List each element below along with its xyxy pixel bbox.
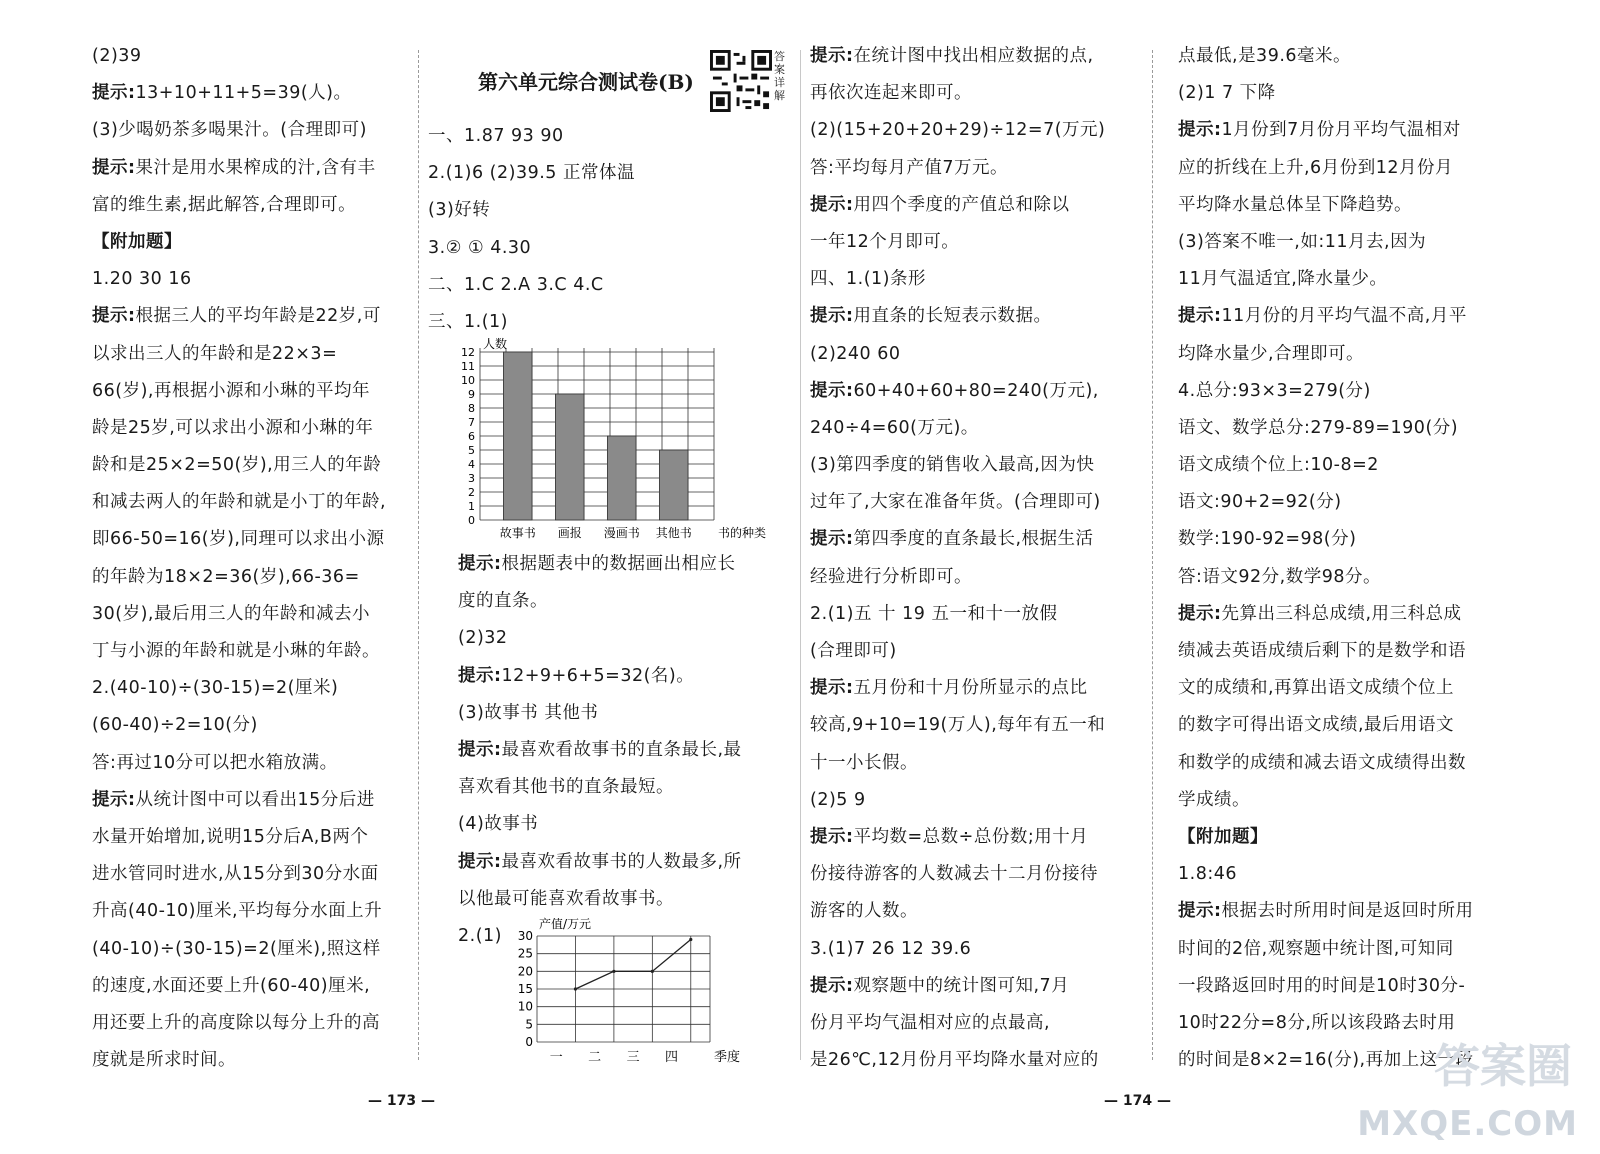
y-tick-label: 5 [468, 444, 475, 457]
text-line: 十一小长假。 [810, 752, 918, 773]
helper-line [537, 940, 652, 989]
text-line: (3)故事书 其他书 [458, 702, 599, 723]
page-number-left: — 173 — [368, 1093, 435, 1109]
text-line: 平均降水量总体呈下降趋势。 [1178, 194, 1412, 215]
text-line: 应的折线在上升,6月份到12月份月 [1178, 157, 1453, 178]
y-tick-label: 9 [468, 388, 475, 401]
x-axis-label: 书的种类 [718, 526, 767, 540]
text-line: 三、1.(1) [428, 311, 508, 332]
text-line: 2.(1)五 十 19 五一和十一放假 [810, 603, 1058, 624]
series-line [575, 940, 690, 989]
text-line: 绩减去英语成绩后剩下的是数学和语 [1178, 641, 1466, 661]
text-line: (3)少喝奶茶多喝果汁。(合理即可) [92, 120, 367, 141]
column-2-mid [458, 546, 788, 955]
watermark-logo: 答案圈 [1434, 1039, 1572, 1093]
text-line: (2)39 [92, 46, 142, 66]
x-tick-label: 画报 [557, 526, 582, 540]
text-line: 丁与小源的年龄和就是小琳的年龄。 [92, 641, 380, 661]
text-line: 一年12个月即可。 [810, 231, 960, 252]
bar [555, 394, 584, 520]
column-divider-right [1152, 50, 1153, 1060]
text-line: 提示:从统计图中可以看出15分后进 [92, 789, 375, 810]
text-line: 提示:果汁是用水果榨成的汁,含有丰 [92, 157, 376, 178]
text-line: 龄和是25×2=50(岁),用三人的年龄 [92, 455, 382, 476]
text-line: 再依次连起来即可。 [810, 83, 972, 104]
text-line: 提示:在统计图中找出相应数据的点, [810, 46, 1094, 66]
line-chart [505, 912, 775, 1070]
text-line: 提示:最喜欢看故事书的直条最长,最 [458, 739, 742, 760]
x-tick-label: 一 [549, 1050, 563, 1065]
text-line: 提示:根据题表中的数据画出相应长 [458, 554, 736, 574]
y-tick-label: 2 [468, 486, 475, 499]
x-tick-label: 其他书 [655, 526, 692, 540]
x-tick-label: 故事书 [499, 526, 536, 540]
text-line: 10时22分=8分,所以该段路去时用 [1178, 1012, 1456, 1033]
y-tick-label: 10 [461, 374, 475, 387]
text-line: 提示:最喜欢看故事书的人数最多,所 [458, 851, 742, 872]
text-line: 11月气温适宜,降水量少。 [1178, 269, 1388, 290]
column-2-top [428, 118, 788, 341]
text-line: 水量开始增加,说明15分后A,B两个 [92, 826, 369, 847]
text-line: 升高(40-10)厘米,平均每分水面上升 [92, 901, 383, 922]
y-tick-label: 11 [461, 360, 475, 373]
y-tick-label: 6 [468, 430, 475, 443]
text-line: (2)32 [458, 628, 508, 649]
text-line: 提示:平均数=总数÷总份数;用十月 [810, 826, 1089, 847]
text-line: 龄是25岁,可以求出小源和小琳的年 [92, 417, 374, 438]
text-line: 以求出三人的年龄和是22×3= [92, 343, 338, 364]
text-line: 3.(1)7 26 12 39.6 [810, 938, 972, 959]
text-line: 提示:根据三人的平均年龄是22岁,可 [92, 306, 381, 327]
qr-side-text: 答案详解 [774, 50, 785, 102]
text-line: 度就是所求时间。 [92, 1050, 236, 1071]
text-line: 以他最可能喜欢看故事书。 [458, 888, 674, 909]
text-line: 提示:12+9+6+5=32(名)。 [458, 665, 695, 686]
text-line: 4.总分:93×3=279(分) [1178, 380, 1371, 401]
y-tick-label: 12 [461, 346, 475, 359]
column-1 [92, 38, 412, 1079]
text-line: 四、1.(1)条形 [810, 269, 926, 290]
text-line: (2)1 7 下降 [1178, 83, 1276, 104]
text-line: (3)第四季度的销售收入最高,因为快 [810, 455, 1095, 476]
y-tick-label: 5 [525, 1017, 533, 1032]
y-tick-label: 3 [468, 472, 475, 485]
x-tick-label: 三 [626, 1050, 640, 1065]
text-line: 提示:13+10+11+5=39(人)。 [92, 83, 352, 104]
text-line: 度的直条。 [458, 591, 548, 612]
data-point [574, 987, 577, 990]
text-line: 语文成绩个位上:10-8=2 [1178, 455, 1379, 476]
y-tick-label: 20 [517, 964, 533, 979]
text-line: 3.② ① 4.30 [428, 237, 532, 258]
text-line: 文的成绩和,再算出语文成绩个位上 [1178, 678, 1455, 699]
text-line: (合理即可) [810, 641, 897, 661]
text-line: 的年龄为18×2=36(岁),66-36= [92, 566, 360, 587]
text-line: 的时间是8×2=16(分),再加上这一段 [1178, 1050, 1474, 1071]
text-line: 1.20 30 16 [92, 269, 192, 290]
y-axis-label: 人数 [483, 337, 508, 351]
x-axis-label: 季度 [714, 1050, 741, 1065]
column-4 [1178, 38, 1518, 1079]
text-line: 和减去两人的年龄和就是小丁的年龄, [92, 492, 387, 513]
y-tick-label: 0 [468, 514, 475, 527]
text-line: 经验进行分析即可。 [810, 566, 972, 587]
text-line: (3)答案不唯一,如:11月去,因为 [1178, 231, 1427, 252]
qr-code-icon [710, 50, 772, 112]
watermark-site: MXQE.COM [1357, 1104, 1578, 1144]
text-line: (3)好转 [428, 200, 491, 221]
bar [503, 352, 532, 520]
text-line: 1.8:46 [1178, 864, 1237, 885]
text-line: 份月平均气温相对应的点最高, [810, 1012, 1051, 1033]
text-line: 提示:第四季度的直条最长,根据生活 [810, 529, 1094, 550]
data-point [612, 970, 615, 973]
page-number-right: — 174 — [1104, 1093, 1171, 1109]
text-line: 答:平均每月产值7万元。 [810, 157, 1009, 178]
text-line: 的数字可得出语文成绩,最后用语文 [1178, 715, 1455, 736]
text-line: 语文、数学总分:279-89=190(分) [1178, 417, 1459, 438]
text-line: 均降水量少,合理即可。 [1178, 343, 1365, 364]
text-line: 一、1.87 93 90 [428, 126, 564, 146]
y-tick-label: 25 [517, 946, 533, 961]
text-line: 【附加题】 [1178, 826, 1268, 847]
bar [659, 450, 688, 520]
text-line: 提示:用四个季度的产值总和除以 [810, 194, 1070, 215]
text-line: 喜欢看其他书的直条最短。 [458, 777, 674, 798]
text-line: 答:再过10分可以把水箱放满。 [92, 752, 338, 773]
bar [607, 436, 636, 520]
text-line: 进水管同时进水,从15分到30分水面 [92, 864, 379, 885]
text-line: 和数学的成绩和减去语文成绩得出数 [1178, 752, 1466, 773]
text-line: (2)5 9 [810, 789, 866, 810]
y-tick-label: 15 [517, 982, 533, 996]
y-tick-label: 4 [468, 458, 475, 471]
text-line: 是26℃,12月份月平均降水量对应的 [810, 1050, 1099, 1071]
text-line: 2.(1) [458, 925, 502, 946]
text-line: 2.(1)6 (2)39.5 正常体温 [428, 163, 635, 184]
text-line: 提示:1月份到7月份月平均气温相对 [1178, 120, 1461, 141]
text-line: 份接待游客的人数减去十二月份接待 [810, 864, 1098, 885]
x-tick-label: 漫画书 [603, 526, 640, 540]
y-tick-label: 1 [468, 500, 475, 513]
section-title: 第六单元综合测试卷(B) [478, 70, 694, 94]
text-line: (4)故事书 [458, 814, 539, 835]
text-line: (60-40)÷2=10(分) [92, 715, 258, 736]
text-line: 提示:五月份和十月份所显示的点比 [810, 678, 1088, 699]
text-line: 提示:观察题中的统计图可知,7月 [810, 975, 1070, 996]
text-line: 答:语文92分,数学98分。 [1178, 566, 1381, 587]
text-line: 【附加题】 [92, 231, 182, 252]
column-3 [810, 38, 1150, 1079]
y-tick-label: 8 [468, 402, 475, 415]
text-line: 240÷4=60(万元)。 [810, 417, 979, 438]
text-line: 时间的2倍,观察题中统计图,可知同 [1178, 938, 1454, 959]
y-tick-label: 30 [517, 929, 533, 943]
text-line: 30(岁),最后用三人的年龄和减去小 [92, 603, 370, 624]
page-gutter [800, 50, 801, 1060]
text-line: 即66-50=16(岁),同理可以求出小源 [92, 529, 385, 550]
text-line: 富的维生素,据此解答,合理即可。 [92, 194, 357, 215]
text-line: 用还要上升的高度除以每分上升的高 [92, 1012, 380, 1033]
bar-chart [452, 336, 792, 546]
text-line: 的速度,水面还要上升(60-40)厘米, [92, 975, 371, 996]
text-line: 游客的人数。 [810, 901, 918, 922]
column-divider-left [418, 50, 419, 1060]
data-point [689, 938, 692, 941]
text-line: 二、1.C 2.A 3.C 4.C [428, 274, 604, 295]
y-tick-label: 0 [525, 1035, 533, 1049]
text-line: 语文:90+2=92(分) [1178, 492, 1342, 513]
text-line: 提示:先算出三科总成绩,用三科总成 [1178, 603, 1462, 624]
text-line: 提示:用直条的长短表示数据。 [810, 306, 1052, 327]
text-line: (40-10)÷(30-15)=2(厘米),照这样 [92, 938, 381, 959]
text-line: 学成绩。 [1178, 789, 1250, 810]
y-tick-label: 7 [468, 416, 475, 429]
text-line: 点最低,是39.6毫米。 [1178, 46, 1352, 66]
text-line: 提示:11月份的月平均气温不高,月平 [1178, 306, 1467, 327]
text-line: 提示:根据去时所用时间是返回时所用 [1178, 901, 1474, 922]
text-line: 数学:190-92=98(分) [1178, 529, 1357, 550]
x-tick-label: 二 [588, 1050, 602, 1065]
text-line: (2)(15+20+20+29)÷12=7(万元) [810, 120, 1106, 141]
text-line: 2.(40-10)÷(30-15)=2(厘米) [92, 678, 339, 699]
y-axis-label: 产值/万元 [539, 917, 592, 931]
text-line: 过年了,大家在准备年货。(合理即可) [810, 492, 1101, 513]
text-line: 66(岁),再根据小源和小琳的平均年 [92, 380, 370, 401]
text-line: (2)240 60 [810, 343, 901, 364]
text-line: 一段路返回时用的时间是10时30分- [1178, 975, 1466, 996]
text-line: 较高,9+10=19(万人),每年有五一和 [810, 715, 1106, 736]
text-line: 提示:60+40+60+80=240(万元), [810, 380, 1099, 401]
data-point [651, 970, 654, 973]
y-tick-label: 10 [517, 999, 533, 1014]
x-tick-label: 四 [665, 1050, 679, 1065]
